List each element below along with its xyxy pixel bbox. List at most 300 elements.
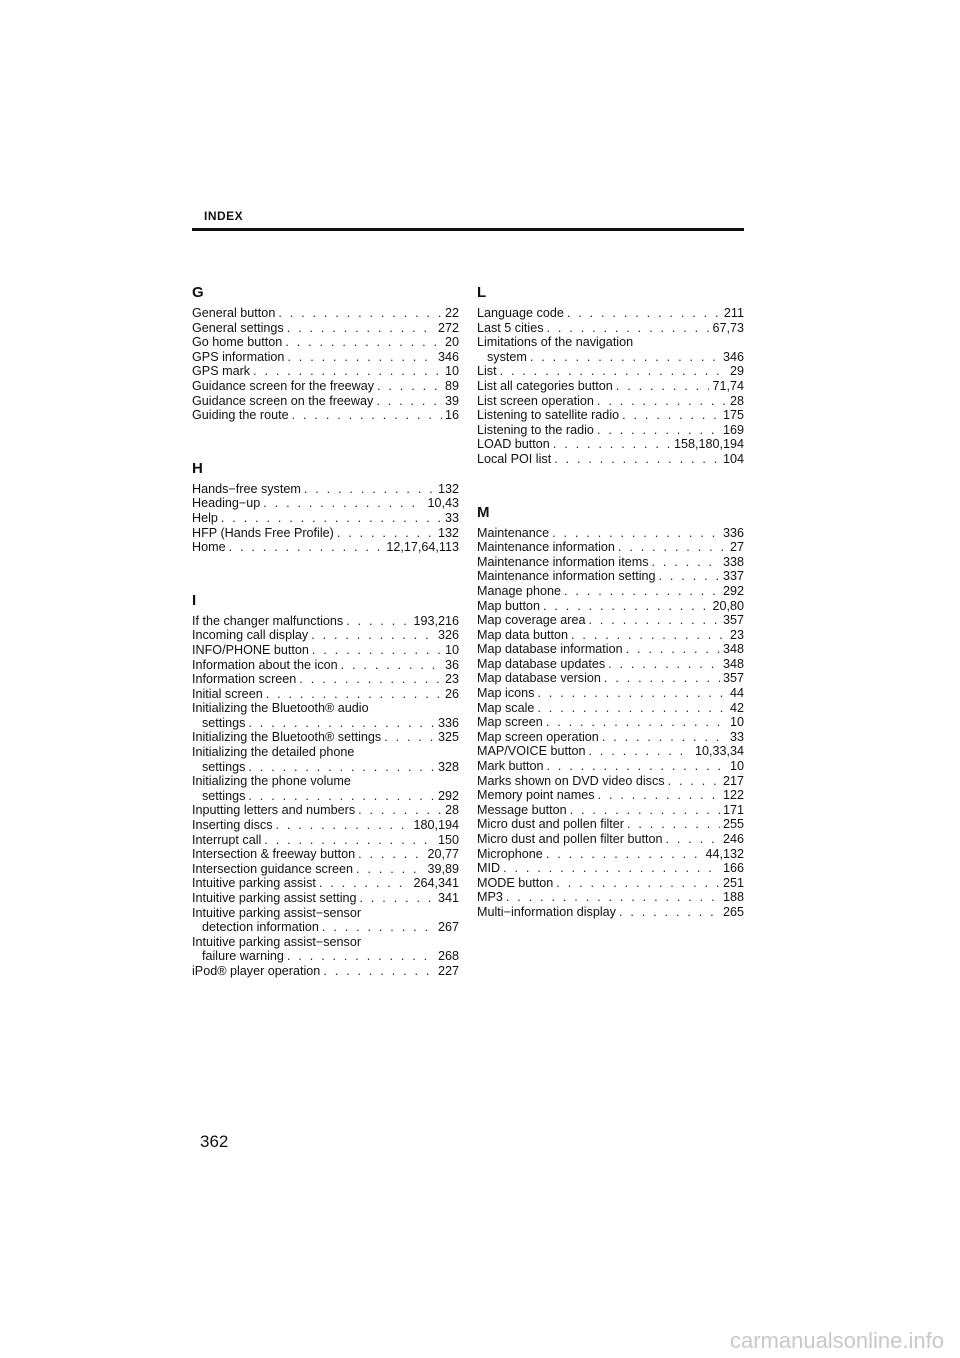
entry-text: Interrupt call — [192, 832, 262, 847]
index-entry — [477, 423, 744, 438]
entry-text: Information about the icon — [192, 657, 338, 672]
entry-page: 211 — [723, 306, 744, 320]
entry-page: 28 — [729, 393, 744, 408]
entry-text: Maintenance — [477, 525, 550, 540]
entry-text: Intuitive parking assist−sensor — [192, 934, 362, 949]
dot-leader — [506, 890, 720, 905]
entry-page: 292 — [722, 583, 744, 598]
index-entry — [477, 847, 744, 862]
entry-text: Map database information — [477, 642, 623, 657]
index-entry — [477, 715, 744, 730]
index-entry — [192, 321, 459, 336]
index-entry — [477, 671, 744, 686]
entry-page: 357 — [722, 613, 744, 628]
dot-leader — [319, 876, 411, 891]
section-letter: I — [192, 591, 197, 609]
index-entry — [192, 526, 459, 541]
dot-leader — [276, 818, 411, 833]
index-entry — [192, 687, 459, 702]
dot-leader — [618, 540, 727, 555]
index-entry — [477, 744, 744, 759]
index-entry — [192, 496, 459, 511]
index-entry — [192, 833, 459, 848]
entry-text: Message button — [477, 802, 567, 817]
entry-text: List — [477, 364, 497, 379]
dot-leader — [547, 759, 727, 774]
index-entry — [477, 569, 744, 584]
index-entry — [477, 774, 744, 789]
entry-text: MID — [477, 861, 501, 876]
dot-leader — [616, 379, 710, 394]
entry-text: Help — [192, 510, 218, 525]
entry-page: 357 — [722, 671, 744, 686]
entry-text: Manage phone — [477, 583, 562, 598]
entry-text: List all categories button — [477, 378, 613, 393]
dot-leader — [229, 540, 384, 555]
entry-page: 67,73 — [712, 320, 744, 335]
entry-text: MODE button — [477, 875, 554, 890]
dot-leader — [356, 862, 424, 877]
entry-page: 33 — [444, 510, 459, 525]
entry-text-continued: detection information — [202, 920, 319, 935]
entry-page: 328 — [437, 759, 459, 774]
entry-text: Language code — [477, 306, 564, 320]
entry-text: Micro dust and pollen filter — [477, 817, 624, 832]
dot-leader — [537, 701, 727, 716]
entry-text: iPod® player operation — [192, 963, 321, 978]
dot-leader — [292, 408, 442, 423]
dot-leader — [384, 730, 435, 745]
entry-page: 39 — [444, 393, 459, 408]
entry-page: 10 — [729, 715, 744, 730]
entry-text: Intuitive parking assist — [192, 876, 316, 891]
entry-text: If the changer malfunctions — [192, 613, 344, 628]
entry-text: GPS mark — [192, 364, 251, 379]
entry-text: Intuitive parking assist−sensor — [192, 905, 362, 920]
dot-leader — [266, 687, 442, 702]
dot-leader — [530, 350, 720, 365]
index-entry — [192, 701, 459, 730]
index-section-l — [477, 284, 744, 467]
entry-text: Map screen — [477, 715, 543, 730]
dot-leader — [553, 437, 671, 452]
entry-text: Guidance screen on the freeway — [192, 393, 374, 408]
entry-page: 26 — [444, 686, 459, 701]
entry-text: INFO/PHONE button — [192, 642, 309, 657]
entry-page: 33 — [729, 729, 744, 744]
entry-text: Memory point names — [477, 788, 595, 803]
dot-leader — [287, 350, 435, 365]
entry-text: Guidance screen for the freeway — [192, 378, 375, 393]
index-entry — [477, 335, 744, 364]
entry-text: Intersection guidance screen — [192, 861, 354, 876]
entry-text: Micro dust and pollen filter button — [477, 832, 663, 846]
dot-leader — [597, 394, 727, 409]
index-entry — [192, 408, 459, 423]
dot-leader — [622, 408, 720, 423]
entry-page: 122 — [722, 788, 744, 803]
dot-leader — [376, 394, 442, 409]
entry-text-continued: settings — [202, 759, 246, 774]
watermark: carmanualsonline.info — [729, 1328, 944, 1353]
entry-page: 104 — [722, 451, 744, 466]
entry-page: 42 — [729, 700, 744, 715]
entry-page: 16 — [444, 408, 459, 423]
entry-text: Initializing the Bluetooth® audio — [192, 701, 369, 716]
index-entry — [477, 890, 744, 905]
index-entry — [477, 321, 744, 336]
entry-text: Initializing the detailed phone — [192, 745, 355, 760]
dot-leader — [285, 335, 442, 350]
entry-page: 10,43 — [427, 496, 459, 511]
entry-text: LOAD button — [477, 437, 550, 452]
entry-text: Heading−up — [192, 496, 261, 511]
entry-page: 44,132 — [705, 846, 744, 861]
entry-page: 132 — [437, 481, 459, 496]
entry-text-continued: settings — [202, 788, 246, 803]
index-entry — [477, 628, 744, 643]
index-entry — [477, 379, 744, 394]
entry-text: Last 5 cities — [477, 320, 544, 335]
entry-text: Map icons — [477, 686, 535, 701]
index-column-left — [192, 284, 459, 1016]
entry-page: 10 — [444, 364, 459, 379]
entry-page: 180,194 — [413, 818, 459, 833]
entry-page: 20 — [444, 335, 459, 350]
entry-text: Map data button — [477, 627, 569, 642]
dot-leader — [264, 833, 435, 848]
entry-text: List screen operation — [477, 393, 594, 408]
index-entry — [477, 452, 744, 467]
dot-leader — [248, 716, 435, 731]
entry-text: MAP/VOICE button — [477, 744, 586, 759]
entry-text: Incoming call display — [192, 628, 309, 643]
index-entry — [192, 862, 459, 877]
dot-leader — [552, 526, 720, 541]
index-entry — [192, 745, 459, 774]
index-entry — [192, 672, 459, 687]
dot-leader — [554, 452, 720, 467]
entry-text: Intuitive parking assist setting — [192, 891, 357, 905]
index-entry — [477, 803, 744, 818]
entry-text: Initial screen — [192, 686, 263, 701]
dot-leader — [626, 642, 720, 657]
index-entry — [192, 803, 459, 818]
dot-leader — [358, 847, 424, 862]
entry-page: 246 — [722, 832, 744, 846]
index-entry — [477, 306, 744, 321]
entry-page: 71,74 — [712, 378, 744, 393]
index-column-right — [477, 284, 744, 957]
entry-page: 292 — [437, 788, 459, 803]
dot-leader — [263, 496, 424, 511]
index-entry — [192, 818, 459, 833]
entry-page: 267 — [437, 920, 459, 935]
index-entry — [192, 482, 459, 497]
dot-leader — [556, 876, 720, 891]
entry-page: 29 — [729, 364, 744, 379]
entry-page: 188 — [722, 890, 744, 905]
dot-leader — [221, 511, 442, 526]
entry-text: Listening to the radio — [477, 422, 594, 437]
index-entry — [192, 335, 459, 350]
entry-page: 158,180,194 — [673, 437, 744, 452]
index-entry — [477, 686, 744, 701]
dot-leader — [323, 964, 435, 979]
index-entry — [192, 658, 459, 673]
entry-page: 268 — [437, 949, 459, 964]
entry-text: Maintenance information items — [477, 554, 649, 569]
dot-leader — [253, 364, 442, 379]
dot-leader — [503, 861, 720, 876]
dot-leader — [337, 526, 435, 541]
index-entry — [192, 876, 459, 891]
entry-page: 325 — [437, 730, 459, 745]
index-entry — [477, 408, 744, 423]
entry-text: Guiding the route — [192, 408, 289, 423]
index-entry — [477, 394, 744, 409]
section-letter: L — [477, 284, 487, 301]
dot-leader — [598, 788, 720, 803]
entry-page: 265 — [722, 904, 744, 919]
dot-leader — [311, 628, 435, 643]
index-entry — [192, 964, 459, 979]
page-header-title: INDEX — [204, 209, 244, 223]
entry-text: Limitations of the navigation — [477, 335, 634, 350]
index-entry — [477, 526, 744, 541]
dot-leader — [312, 643, 442, 658]
index-section-i — [192, 592, 459, 979]
index-entry — [192, 935, 459, 964]
entry-page: 171 — [722, 802, 744, 817]
entry-page: 348 — [722, 656, 744, 671]
index-entry — [192, 614, 459, 629]
entry-page: 166 — [722, 861, 744, 876]
dot-leader — [589, 613, 720, 628]
dot-leader — [377, 379, 442, 394]
entry-text: Listening to satellite radio — [477, 408, 620, 423]
dot-leader — [659, 569, 720, 584]
index-entry — [477, 642, 744, 657]
entry-page: 10 — [444, 642, 459, 657]
index-entry — [477, 613, 744, 628]
index-entry — [477, 876, 744, 891]
entry-text: Information screen — [192, 672, 297, 687]
entry-text: GPS information — [192, 349, 285, 364]
entry-text: Map button — [477, 598, 541, 613]
entry-page: 10 — [729, 759, 744, 774]
dot-leader — [287, 321, 435, 336]
dot-leader — [589, 744, 692, 759]
index-entry — [477, 437, 744, 452]
section-letter: M — [477, 503, 490, 521]
index-section-m — [477, 504, 744, 920]
index-entry — [192, 511, 459, 526]
entry-text: Maintenance information setting — [477, 569, 656, 584]
entry-page: 89 — [444, 378, 459, 393]
dot-leader — [604, 671, 720, 686]
entry-page: 341 — [437, 891, 459, 905]
entry-page: 28 — [444, 803, 459, 818]
index-section-g — [192, 284, 459, 423]
entry-text: Initializing the phone volume — [192, 774, 351, 789]
entry-text: Multi−information display — [477, 904, 616, 919]
entry-page: 193,216 — [413, 613, 459, 628]
dot-leader — [571, 628, 727, 643]
header-rule — [192, 228, 744, 231]
dot-leader — [627, 817, 720, 832]
dot-leader — [543, 599, 709, 614]
index-entry — [192, 847, 459, 862]
index-entry — [477, 364, 744, 379]
index-entry — [477, 817, 744, 832]
entry-text: Map scale — [477, 700, 535, 715]
index-section-h — [192, 460, 459, 555]
entry-page: 36 — [444, 657, 459, 672]
dot-leader — [322, 920, 435, 935]
dot-leader — [287, 949, 435, 964]
dot-leader — [358, 803, 442, 818]
dot-leader — [546, 847, 703, 862]
dot-leader — [567, 306, 721, 321]
entry-text: Hands−free system — [192, 481, 301, 496]
entry-text: Map screen operation — [477, 729, 599, 744]
entry-page: 326 — [437, 628, 459, 643]
entry-page: 251 — [722, 875, 744, 890]
index-entry — [192, 350, 459, 365]
entry-page: 23 — [729, 627, 744, 642]
dot-leader — [360, 891, 435, 906]
index-entry — [192, 730, 459, 745]
entry-page: 150 — [437, 832, 459, 847]
entry-page: 272 — [437, 320, 459, 335]
entry-text: MP3 — [477, 890, 503, 905]
entry-text: Intersection & freeway button — [192, 847, 356, 862]
entry-page: 346 — [437, 349, 459, 364]
page-number: 362 — [200, 1132, 229, 1151]
entry-page: 255 — [722, 817, 744, 832]
index-entry — [192, 379, 459, 394]
entry-page: 12,17,64,113 — [386, 540, 459, 555]
entry-page: 23 — [444, 672, 459, 687]
entry-page: 10,33,34 — [694, 744, 744, 759]
index-entry — [192, 774, 459, 803]
index-entry — [192, 364, 459, 379]
section-letter: G — [192, 284, 204, 301]
dot-leader — [668, 774, 720, 789]
dot-leader — [278, 306, 442, 321]
entry-page: 20,77 — [427, 847, 459, 862]
entry-page: 348 — [722, 642, 744, 657]
dot-leader — [564, 584, 720, 599]
entry-page: 264,341 — [413, 876, 459, 891]
dot-leader — [500, 364, 727, 379]
index-entry — [477, 788, 744, 803]
index-entry — [477, 584, 744, 599]
index-entry — [477, 701, 744, 716]
index-entry — [192, 394, 459, 409]
entry-page: 44 — [729, 686, 744, 701]
dot-leader — [248, 760, 435, 775]
index-entry — [477, 730, 744, 745]
dot-leader — [597, 423, 720, 438]
dot-leader — [299, 672, 442, 687]
entry-page: 337 — [722, 569, 744, 584]
entry-text: Map coverage area — [477, 613, 586, 628]
entry-page: 217 — [722, 773, 744, 788]
index-entry — [192, 891, 459, 906]
entry-text: Mark button — [477, 759, 544, 774]
entry-text: Map database updates — [477, 656, 606, 671]
entry-text: Inserting discs — [192, 818, 273, 833]
dot-leader — [666, 832, 720, 847]
entry-text: Go home button — [192, 335, 283, 350]
entry-text: Maintenance information — [477, 540, 615, 555]
dot-leader — [346, 614, 410, 629]
entry-text: General button — [192, 306, 276, 320]
dot-leader — [546, 715, 727, 730]
section-letter: H — [192, 459, 203, 477]
index-entry — [192, 540, 459, 555]
entry-text: Initializing the Bluetooth® settings — [192, 730, 382, 745]
index-entry — [477, 540, 744, 555]
index-entry — [477, 759, 744, 774]
entry-text: HFP (Hands Free Profile) — [192, 525, 334, 540]
dot-leader — [570, 803, 720, 818]
index-entry — [477, 657, 744, 672]
dot-leader — [619, 905, 720, 920]
entry-page: 39,89 — [427, 861, 459, 876]
index-entry — [192, 628, 459, 643]
entry-text: Inputting letters and numbers — [192, 803, 356, 818]
dot-leader — [341, 658, 442, 673]
dot-leader — [248, 789, 435, 804]
dot-leader — [652, 555, 720, 570]
entry-text: Map database version — [477, 671, 601, 686]
entry-page: 175 — [722, 408, 744, 423]
entry-page: 22 — [444, 306, 459, 320]
entry-page: 169 — [722, 422, 744, 437]
index-entry — [477, 905, 744, 920]
index-entry — [192, 306, 459, 321]
dot-leader — [608, 657, 720, 672]
index-entry — [477, 832, 744, 847]
index-entry — [477, 861, 744, 876]
dot-leader — [537, 686, 727, 701]
entry-text-continued: system — [487, 349, 527, 364]
entry-text: Local POI list — [477, 451, 552, 466]
dot-leader — [304, 482, 435, 497]
dot-leader — [602, 730, 727, 745]
index-entry — [192, 906, 459, 935]
entry-page: 132 — [437, 525, 459, 540]
entry-page: 336 — [437, 715, 459, 730]
entry-page: 346 — [722, 349, 744, 364]
entry-text-continued: settings — [202, 715, 246, 730]
entry-text: General settings — [192, 320, 284, 335]
index-entry — [477, 599, 744, 614]
entry-text-continued: failure warning — [202, 949, 284, 964]
entry-text: Home — [192, 540, 226, 555]
entry-page: 20,80 — [712, 598, 744, 613]
entry-page: 227 — [437, 963, 459, 978]
index-entry — [192, 643, 459, 658]
entry-text: Marks shown on DVD video discs — [477, 773, 665, 788]
entry-text: Microphone — [477, 846, 543, 861]
entry-page: 27 — [729, 540, 744, 555]
entry-page: 338 — [722, 554, 744, 569]
index-entry — [477, 555, 744, 570]
